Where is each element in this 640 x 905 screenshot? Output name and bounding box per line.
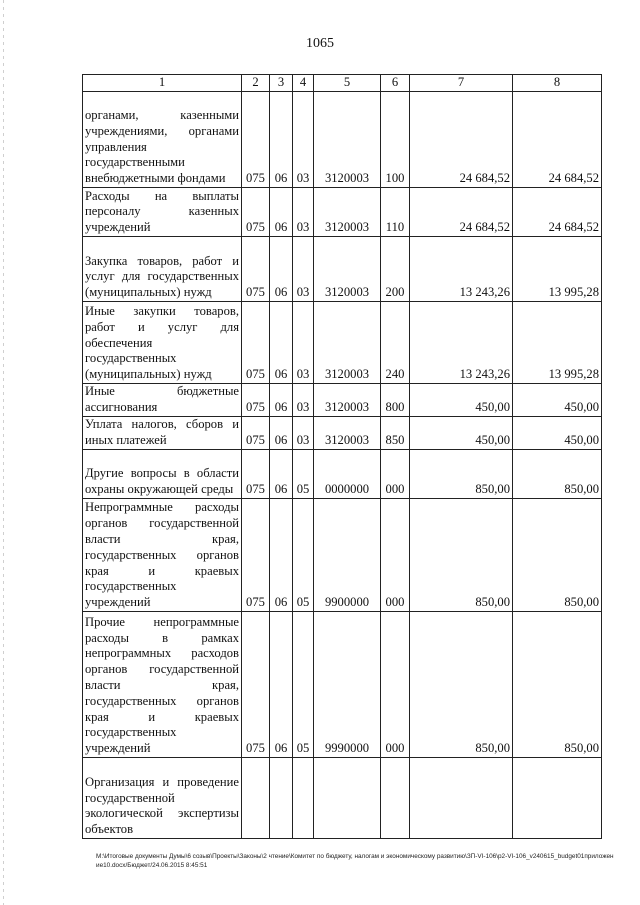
row-name: Иные закупки товаров, работ и услуг для обеспечения государственных (муниципальных) нужд	[83, 302, 242, 384]
code-admin: 075	[242, 237, 270, 302]
code-admin: 075	[242, 417, 270, 450]
row-name: Организация и проведение государственной экологической экспертизы объектов	[83, 758, 242, 839]
row-name: Закупка товаров, работ и услуг для государственных (муниципальных) нужд	[83, 237, 242, 302]
header-row	[83, 75, 602, 92]
code-section: 06	[270, 417, 293, 450]
amount-year-1: 13 243,26	[410, 302, 513, 384]
code-admin: 075	[242, 384, 270, 417]
code-target: 3120003	[314, 237, 381, 302]
code-target: 3120003	[314, 92, 381, 188]
code-section: 06	[270, 612, 293, 758]
table-row	[83, 450, 602, 499]
column-header-4: 4	[293, 75, 314, 92]
code-subsection: 03	[293, 384, 314, 417]
column-header-7: 7	[410, 75, 513, 92]
code-subsection: 05	[293, 612, 314, 758]
amount-year-2: 13 995,28	[513, 302, 602, 384]
code-target: 3120003	[314, 302, 381, 384]
row-name: Другие вопросы в области охраны окружающей среды	[83, 450, 242, 499]
amount-year-1: 13 243,26	[410, 237, 513, 302]
table-row	[83, 499, 602, 612]
amount-year-1: 24 684,52	[410, 188, 513, 237]
code-expense-type: 110	[381, 188, 410, 237]
amount-year-1: 450,00	[410, 417, 513, 450]
amount-year-1: 850,00	[410, 450, 513, 499]
code-section: 06	[270, 237, 293, 302]
table-row	[83, 302, 602, 384]
amount-year-2: 450,00	[513, 417, 602, 450]
table-row	[83, 758, 602, 839]
code-expense-type: 000	[381, 499, 410, 612]
code-section: 06	[270, 302, 293, 384]
row-name: Расходы на выплаты персоналу казенных учреждений	[83, 188, 242, 237]
code-target: 9900000	[314, 499, 381, 612]
code-target: 3120003	[314, 417, 381, 450]
code-target: 0000000	[314, 450, 381, 499]
table-row	[83, 417, 602, 450]
amount-year-2: 13 995,28	[513, 237, 602, 302]
row-name: органами, казенными учреждениями, органами управления государственными внебюджетными фондами	[83, 92, 242, 188]
code-target: 9990000	[314, 612, 381, 758]
code-target: 3120003	[314, 188, 381, 237]
table-row	[83, 188, 602, 237]
code-section: 06	[270, 92, 293, 188]
code-admin: 075	[242, 92, 270, 188]
row-name: Уплата налогов, сборов и иных платежей	[83, 417, 242, 450]
code-admin: 075	[242, 188, 270, 237]
code-expense-type: 000	[381, 450, 410, 499]
code-subsection: 05	[293, 499, 314, 612]
code-expense-type: 200	[381, 237, 410, 302]
code-section: 06	[270, 450, 293, 499]
code-target: 3120003	[314, 384, 381, 417]
code-subsection: 03	[293, 302, 314, 384]
code-expense-type: 800	[381, 384, 410, 417]
table-row	[83, 237, 602, 302]
code-section: 06	[270, 188, 293, 237]
amount-year-1: 850,00	[410, 612, 513, 758]
code-subsection	[293, 758, 314, 839]
amount-year-2	[513, 758, 602, 839]
amount-year-1: 450,00	[410, 384, 513, 417]
row-name: Иные бюджетные ассигнования	[83, 384, 242, 417]
code-subsection: 05	[293, 450, 314, 499]
column-header-2: 2	[242, 75, 270, 92]
column-header-1: 1	[83, 75, 242, 92]
code-admin: 075	[242, 450, 270, 499]
column-header-6: 6	[381, 75, 410, 92]
amount-year-2: 850,00	[513, 612, 602, 758]
code-section: 06	[270, 384, 293, 417]
code-subsection: 03	[293, 237, 314, 302]
code-subsection: 03	[293, 417, 314, 450]
amount-year-2: 24 684,52	[513, 92, 602, 188]
code-admin: 075	[242, 612, 270, 758]
amount-year-2: 850,00	[513, 450, 602, 499]
code-expense-type: 000	[381, 612, 410, 758]
row-name: Прочие непрограммные расходы в рамках непрограммных расходов органов государственной власти края, государственных органов края и краевых государственных учреждений	[83, 612, 242, 758]
code-target	[314, 758, 381, 839]
code-admin: 075	[242, 302, 270, 384]
code-admin	[242, 758, 270, 839]
amount-year-2: 24 684,52	[513, 188, 602, 237]
document-file-path: M:\Итоговые документы Думы\6 созыв\Проекты\Законы\2 чтение\Комитет по бюджету, налогам и экономическому развитию\ЗП-VI-106\р2-VI-106_v240615_budget01приложение10.docx/Бюджет/24.06.2015 8:45:51	[96, 853, 614, 869]
code-section	[270, 758, 293, 839]
amount-year-1: 24 684,52	[410, 92, 513, 188]
budget-table	[82, 74, 602, 839]
scan-edge-shadow	[3, 0, 4, 905]
row-name: Непрограммные расходы органов государственной власти края, государственных органов края и краевых государственных учреждений	[83, 499, 242, 612]
code-expense-type	[381, 758, 410, 839]
code-expense-type: 100	[381, 92, 410, 188]
amount-year-1	[410, 758, 513, 839]
column-header-8: 8	[513, 75, 602, 92]
amount-year-2: 450,00	[513, 384, 602, 417]
column-header-3: 3	[270, 75, 293, 92]
page-number: 1065	[306, 36, 334, 51]
table-row	[83, 92, 602, 188]
code-admin: 075	[242, 499, 270, 612]
code-expense-type: 240	[381, 302, 410, 384]
column-header-5: 5	[314, 75, 381, 92]
amount-year-2: 850,00	[513, 499, 602, 612]
amount-year-1: 850,00	[410, 499, 513, 612]
code-expense-type: 850	[381, 417, 410, 450]
table-row	[83, 384, 602, 417]
table-row	[83, 612, 602, 758]
code-section: 06	[270, 499, 293, 612]
code-subsection: 03	[293, 92, 314, 188]
code-subsection: 03	[293, 188, 314, 237]
